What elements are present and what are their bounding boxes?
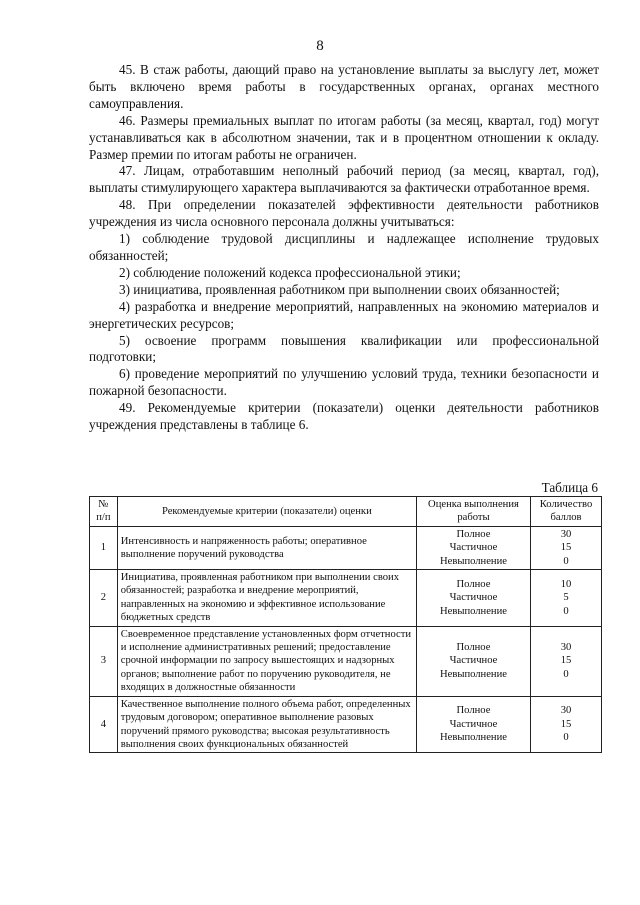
document-body: [89, 62, 599, 434]
evaluation-partial: Частичное: [449, 718, 498, 730]
list-item-4: 4) разработка и внедрение мероприятий, направленных на экономию материалов и энергетических ресурсов;: [89, 298, 599, 331]
list-item-1: 1) соблюдение трудовой дисциплины и надлежащее исполнение трудовых обязанностей;: [89, 231, 599, 263]
row-evaluation: [416, 696, 530, 753]
evaluation-none: Невыполнение: [439, 555, 507, 567]
list-item-2: 2) соблюдение положений кодекса профессиональной этики;: [119, 264, 461, 280]
table-row: [90, 626, 602, 696]
evaluation-full: Полное: [456, 528, 491, 540]
points-none: 0: [563, 555, 569, 567]
header-points: Количество баллов: [531, 497, 602, 527]
table-row: [90, 696, 602, 753]
header-criteria: Рекомендуемые критерии (показатели) оценки: [117, 497, 416, 527]
points-partial: 15: [560, 655, 572, 667]
row-points: [531, 526, 602, 569]
row-points: [531, 570, 602, 627]
row-num: 1: [90, 526, 118, 569]
points-full: 10: [560, 578, 572, 590]
evaluation-full: Полное: [456, 705, 491, 717]
table-row: [90, 570, 602, 627]
row-criteria: Качественное выполнение полного объема работ, определенных трудовым договором; оперативное выполнение разовых поручений прямого руководства; высокая результативность выполнения своих функциональных обязанностей: [117, 696, 416, 753]
row-num: 2: [90, 570, 118, 627]
points-full: 30: [560, 528, 572, 540]
paragraph-45: 45. В стаж работы, дающий право на установление выплаты за выслугу лет, может быть включено время работы в государственных органах, органах местного самоуправления.: [89, 62, 599, 111]
list-item-3: 3) инициатива, проявленная работником при выполнении своих обязанностей;: [119, 281, 560, 297]
points-full: 30: [560, 705, 572, 717]
table-row: [90, 526, 602, 569]
row-criteria: Интенсивность и напряженность работы; оперативное выполнение поручений руководства: [117, 526, 416, 569]
points-partial: 15: [560, 542, 572, 554]
table-caption: Таблица 6: [541, 480, 598, 495]
paragraph-46: 46. Размеры премиальных выплат по итогам работы (за месяц, квартал, год) могут устанавливаться как в абсолютном значении, так и в процентном отношении к окладу. Размер премии по итогам работы не ограничен.: [89, 112, 599, 162]
list-item-5: 5) освоение программ повышения квалификации или профессиональной подготовки;: [89, 332, 599, 365]
evaluation-none: Невыполнение: [439, 605, 507, 617]
header-evaluation: Оценка выполнения работы: [416, 497, 530, 527]
evaluation-none: Невыполнение: [439, 668, 507, 680]
row-criteria: Своевременное представление установленных форм отчетности и исполнение административных решений; предоставление срочной информации по запросу вышестоящих и надзорных органов; выполнение работ по поручению руководителя, не входящих в должностные обязанности: [117, 626, 416, 696]
points-none: 0: [563, 605, 569, 617]
points-partial: 15: [560, 718, 572, 730]
table-header-row: [90, 497, 602, 527]
evaluation-full: Полное: [456, 578, 491, 590]
points-full: 30: [560, 642, 572, 654]
evaluation-partial: Частичное: [449, 655, 498, 667]
points-none: 0: [563, 732, 569, 744]
paragraph-47: 47. Лицам, отработавшим неполный рабочий период (за месяц, квартал, год), выплаты стимулирующего характера выплачиваются за фактически отработанное время.: [89, 163, 599, 196]
paragraph-48: 48. При определении показателей эффективности деятельности работников учреждения из числа основного персонала должны учитываться:: [89, 197, 599, 230]
evaluation-partial: Частичное: [449, 542, 498, 554]
row-criteria: Инициатива, проявленная работником при выполнении своих обязанностей; разработка и внедрение мероприятий, направленных на экономию и эффективное использование бюджетных средств: [117, 570, 416, 627]
row-points: [531, 626, 602, 696]
row-points: [531, 696, 602, 753]
evaluation-partial: Частичное: [449, 592, 498, 604]
evaluation-full: Полное: [456, 642, 491, 654]
row-evaluation: [416, 626, 530, 696]
row-num: 4: [90, 696, 118, 753]
header-num: № п/п: [90, 497, 118, 527]
row-evaluation: [416, 526, 530, 569]
row-evaluation: [416, 570, 530, 627]
row-num: 3: [90, 626, 118, 696]
evaluation-none: Невыполнение: [439, 732, 507, 744]
points-partial: 5: [563, 592, 569, 604]
criteria-table: [89, 496, 602, 753]
paragraph-49: 49. Рекомендуемые критерии (показатели) оценки деятельности работников учреждения представлены в таблице 6.: [89, 400, 599, 433]
list-item-6: 6) проведение мероприятий по улучшению условий труда, техники безопасности и пожарной безопасности.: [89, 366, 599, 399]
page-number: 8: [316, 38, 324, 54]
points-none: 0: [563, 668, 569, 680]
